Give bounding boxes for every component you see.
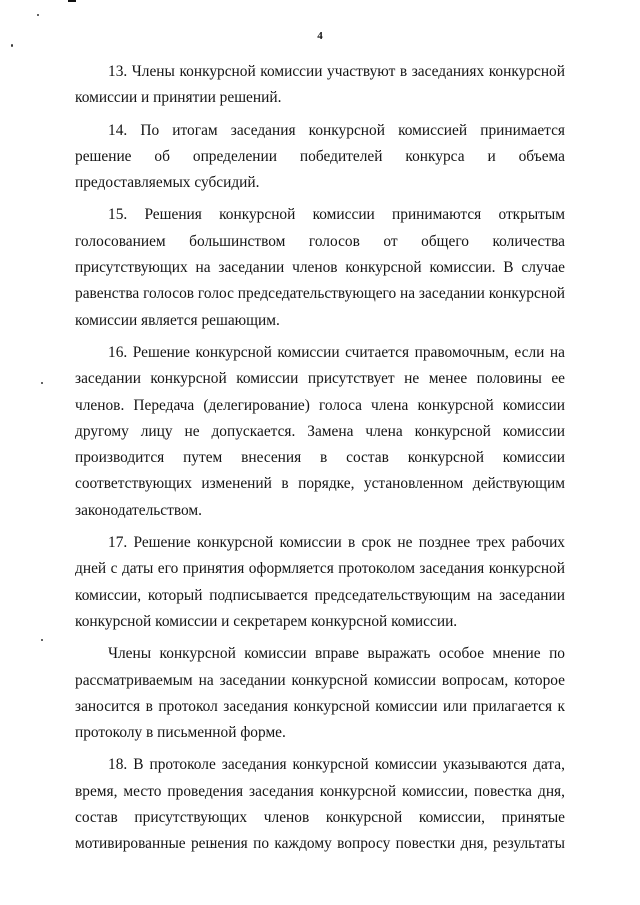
paragraph-13: 13. Члены конкурсной комиссии участвуют в заседаниях конкурсной комиссии и принятии решений. <box>75 63 565 107</box>
scan-speck <box>37 14 39 16</box>
paragraph-16: 16. Решение конкурсной комиссии считается правомочным, если на заседании конкурсной комиссии присутствует не менее половины ее членов. Передача (делегирование) голоса члена конкурсной комиссии другому лицу не допускается. Замена члена конкурсной комиссии производится путем внесения в состав конкурсной комиссии соответствующих изменений в порядке, установленном действующим законодательством. <box>75 343 565 519</box>
page-number: 4 <box>317 30 323 42</box>
paragraph-14: 14. По итогам заседания конкурсной комиссией принимается решение об определении победителей конкурса и объема предоставляемых субсидий. <box>75 121 565 192</box>
scan-speck <box>11 44 13 47</box>
document-body <box>75 59 565 864</box>
scan-speck <box>41 639 43 641</box>
paragraph-18: 18. В протоколе заседания конкурсной комиссии указываются дата, время, место проведения заседания конкурсной комиссии, повестка дня, состав присутствующих членов конкурсной комиссии, принятые мотивированные решения по каждому вопросу повестки дня, результаты <box>75 756 565 853</box>
paragraph-15: 15. Решения конкурсной комиссии принимаются открытым голосованием большинством голосов от общего количества присутствующих на заседании членов конкурсной комиссии. В случае равенства голосов голос председательствующего на заседании конкурсной комиссии является решающим. <box>75 206 565 329</box>
paragraph-17-note: Члены конкурсной комиссии вправе выражать особое мнение по рассматриваемым на заседании конкурсной комиссии вопросам, которое заносится в протокол заседания конкурсной комиссии или прилагается к протоколу в письменной форме. <box>75 645 565 742</box>
paragraph-17: 17. Решение конкурсной комиссии в срок не позднее трех рабочих дней с даты его принятия оформляется протоколом заседания конкурсной комиссии, который подписывается председательствующим на заседании конкурсной комиссии и секретарем конкурсной комиссии. <box>75 534 565 630</box>
scan-mark <box>68 0 76 2</box>
scan-speck <box>41 382 43 384</box>
